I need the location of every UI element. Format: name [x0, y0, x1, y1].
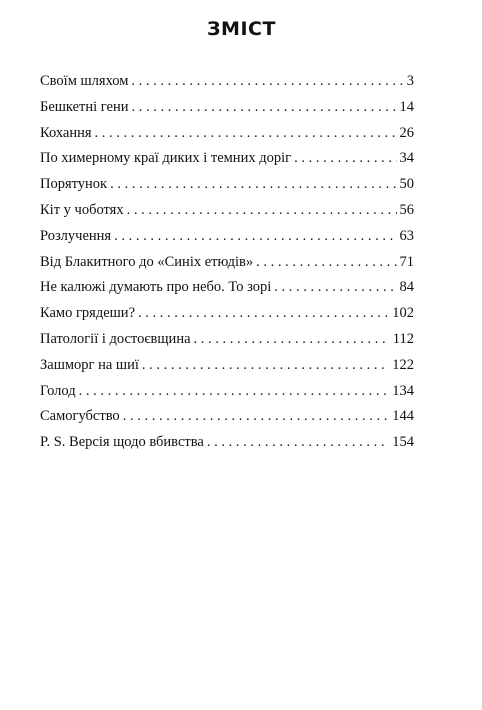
- dot-leader: [142, 357, 389, 374]
- toc-entry-page: 14: [399, 98, 414, 115]
- toc-entry-title: Камо грядеши?: [40, 305, 136, 322]
- toc-entry: [40, 228, 414, 254]
- dot-leader: [207, 434, 389, 451]
- dot-leader: [194, 331, 390, 348]
- toc-entry-page: 26: [399, 124, 414, 141]
- toc-entry: [40, 176, 414, 202]
- toc-entry: [40, 383, 414, 409]
- toc-entry-title: Не калюжі думають про небо. То зорі: [40, 279, 272, 296]
- toc-entry-title: P. S. Версія щодо вбивства: [40, 434, 204, 451]
- dot-leader: [294, 150, 396, 167]
- toc-entry-page: 63: [399, 227, 414, 244]
- toc-entry-title: Розлучення: [40, 227, 112, 244]
- toc-entry-title: Своїм шляхом: [40, 73, 129, 89]
- toc-entry: [40, 254, 414, 280]
- dot-leader: [114, 228, 396, 245]
- toc-entry-title: По химерному краї диких і темних доріг: [40, 150, 292, 167]
- toc-entry-page: 50: [399, 176, 414, 193]
- toc-entry-title: Порятунок: [40, 176, 108, 193]
- toc-entry-page: 154: [392, 434, 414, 451]
- dot-leader: [274, 279, 396, 296]
- dot-leader: [256, 254, 396, 271]
- dot-leader: [95, 125, 397, 142]
- page-title: ЗМІСТ: [207, 18, 276, 40]
- toc-entry-title: Патології і достоєвщина: [40, 330, 191, 347]
- toc-entry: [40, 202, 414, 228]
- toc-entry: [40, 150, 414, 176]
- toc-entry: [40, 99, 414, 125]
- toc-entry: [40, 125, 414, 151]
- toc-entry-page: 102: [392, 305, 414, 322]
- toc-entry-page: 144: [392, 408, 414, 425]
- toc-entry: [40, 279, 414, 305]
- toc-entry-page: 3: [406, 73, 414, 89]
- toc-entry-page: 34: [399, 150, 414, 167]
- toc-entry: [40, 331, 414, 357]
- toc-entry-title: Самогубство: [40, 408, 120, 425]
- toc-entry-page: 112: [392, 330, 414, 347]
- toc-entry: [40, 408, 414, 434]
- toc-entry-page: 71: [399, 253, 414, 270]
- dot-leader: [110, 176, 396, 193]
- toc-entry-page: 84: [399, 279, 414, 296]
- toc-entry-page: 56: [399, 201, 414, 218]
- toc-entry: [40, 305, 414, 331]
- toc-entry-title: Зашморг на шиї: [40, 356, 139, 373]
- dot-leader: [127, 202, 397, 219]
- dot-leader: [132, 99, 397, 116]
- toc-entry: [40, 73, 414, 99]
- toc-entry-title: Кохання: [40, 124, 92, 141]
- table-of-contents: [40, 73, 414, 460]
- toc-entry-page: 134: [392, 382, 414, 399]
- dot-leader: [79, 383, 390, 400]
- toc-entry-page: 122: [392, 356, 414, 373]
- dot-leader: [131, 73, 403, 90]
- dot-leader: [138, 305, 389, 322]
- toc-entry: [40, 357, 414, 383]
- toc-entry-title: Кіт у чоботях: [40, 201, 124, 218]
- toc-entry-title: Від Блакитного до «Синіх етюдів»: [40, 253, 254, 270]
- toc-entry: [40, 434, 414, 460]
- toc-entry-title: Бешкетні гени: [40, 98, 129, 115]
- toc-entry-title: Голод: [40, 382, 76, 399]
- dot-leader: [123, 408, 390, 425]
